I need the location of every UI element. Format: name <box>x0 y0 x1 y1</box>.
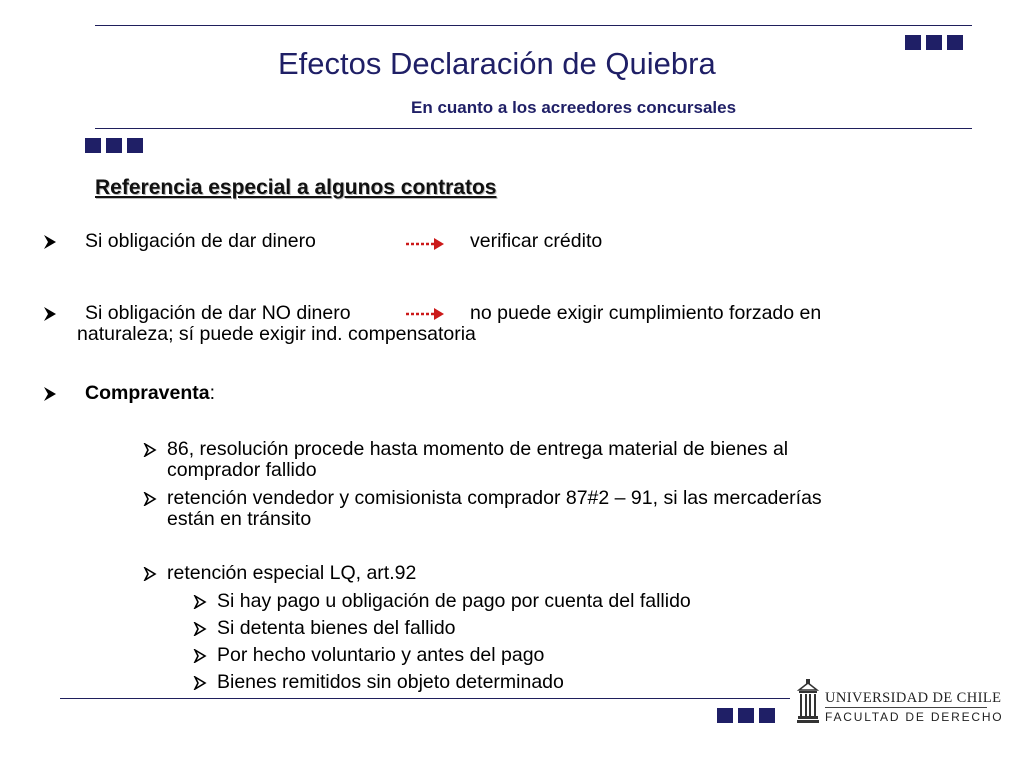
chevron-bullet-icon <box>143 492 157 506</box>
arrowhead-bullet-icon <box>42 306 58 322</box>
deco-square <box>717 708 733 723</box>
chevron-bullet-icon <box>193 676 207 690</box>
bullet-2-right: no puede exigir cumplimiento forzado en <box>470 302 822 324</box>
chevron-bullet-icon <box>193 595 207 609</box>
top-rule <box>95 25 972 26</box>
deco-square <box>926 35 942 50</box>
chevron-bullet-icon <box>143 443 157 457</box>
bullet-1-left: Si obligación de dar dinero <box>85 230 316 252</box>
arrowhead-bullet-icon <box>42 234 58 250</box>
bottom-squares <box>717 708 775 723</box>
chevron-bullet-icon <box>193 622 207 636</box>
deco-square <box>905 35 921 50</box>
sub-bullet-2-line2: están en tránsito <box>167 508 312 530</box>
page-subtitle: En cuanto a los acreedores concursales <box>411 98 737 117</box>
bullet-2-left: Si obligación de dar NO dinero <box>85 302 351 324</box>
deco-square <box>947 35 963 50</box>
sub-bullet-2-line1: retención vendedor y comisionista comprador 87#2 – 91, si las mercaderías <box>167 487 822 509</box>
chevron-bullet-icon <box>193 649 207 663</box>
deco-square <box>127 138 143 153</box>
deco-square <box>759 708 775 723</box>
header-rule <box>95 128 972 129</box>
faculty-name: FACULTAD DE DERECHO <box>825 710 1004 724</box>
sub-bullet-3: retención especial LQ, art.92 <box>167 562 417 584</box>
sub-sub-bullet-2: Si detenta bienes del fallido <box>217 617 456 639</box>
university-name: UNIVERSIDAD DE CHILE <box>825 690 1002 706</box>
page-title: Efectos Declaración de Quiebra <box>278 46 716 81</box>
sub-bullet-1-line1: 86, resolución procede hasta momento de entrega material de bienes al <box>167 438 789 460</box>
compraventa-colon: : <box>209 382 216 404</box>
bullet-1-right: verificar crédito <box>470 230 603 252</box>
university-building-icon <box>796 678 820 724</box>
left-squares <box>85 138 143 153</box>
deco-square <box>738 708 754 723</box>
deco-square <box>85 138 101 153</box>
arrowhead-bullet-icon <box>42 386 58 402</box>
chevron-bullet-icon <box>143 567 157 581</box>
footer-rule <box>60 698 790 699</box>
section-heading: Referencia especial a algunos contratos <box>95 176 497 199</box>
sub-sub-bullet-4: Bienes remitidos sin objeto determinado <box>217 671 564 693</box>
bullet-2-continuation: naturaleza; sí puede exigir ind. compensatoria <box>77 323 476 345</box>
sub-bullet-1-line2: comprador fallido <box>167 459 317 481</box>
deco-square <box>106 138 122 153</box>
sub-sub-bullet-3: Por hecho voluntario y antes del pago <box>217 644 545 666</box>
dotted-arrow-icon <box>404 306 446 320</box>
sub-sub-bullet-1: Si hay pago u obligación de pago por cuenta del fallido <box>217 590 691 612</box>
bullet-3 <box>85 383 215 404</box>
logo-divider <box>825 707 987 708</box>
top-right-squares <box>905 35 963 50</box>
dotted-arrow-icon <box>404 236 446 250</box>
compraventa-label: Compraventa <box>85 382 210 404</box>
